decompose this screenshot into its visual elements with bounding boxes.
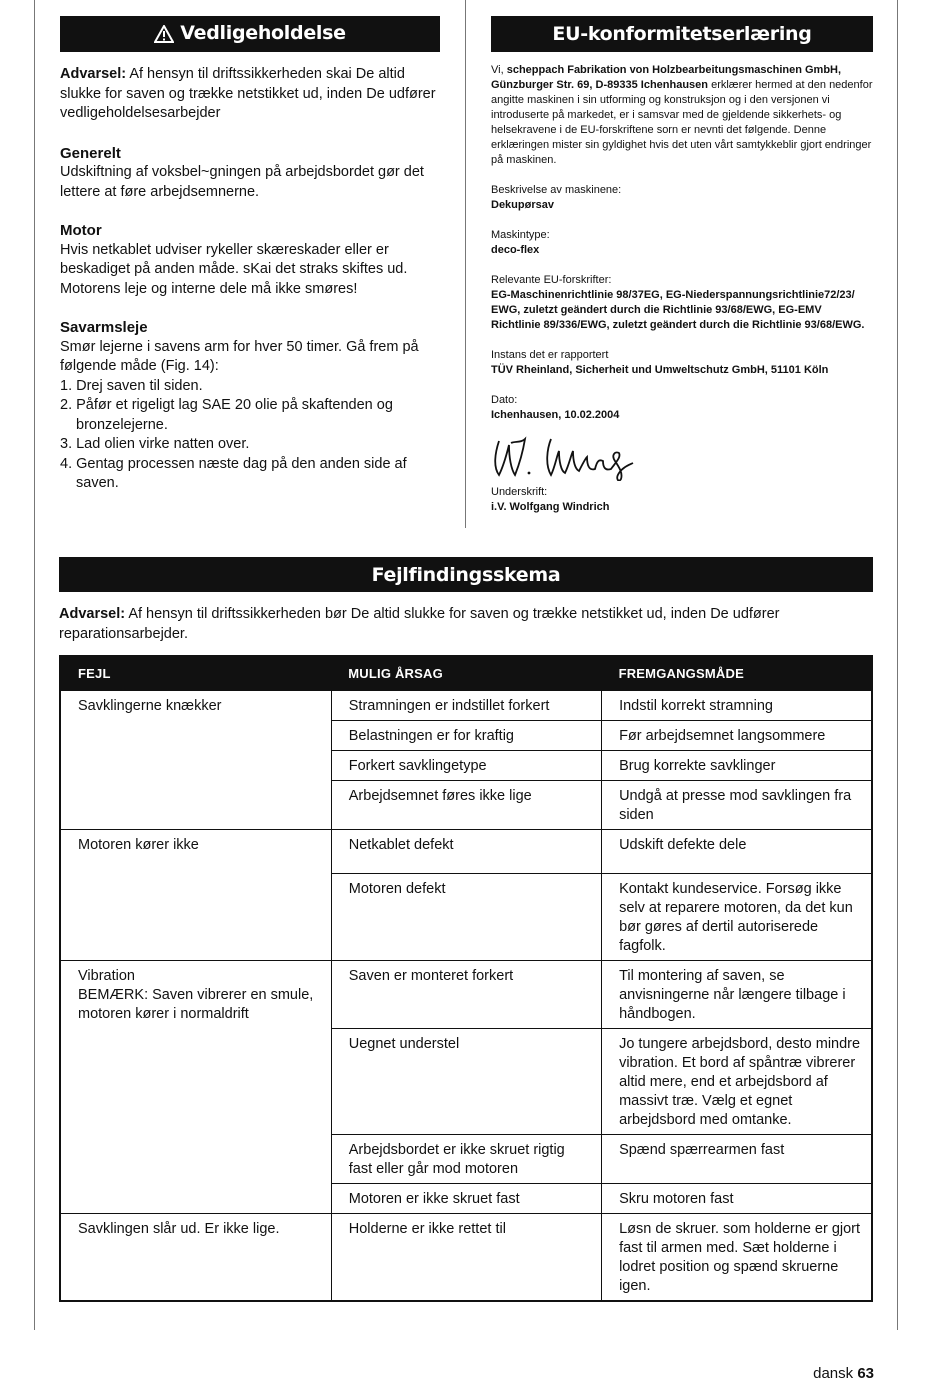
troubleshooting-warning-text: Af hensyn til driftssikkerheden bør De altid slukke for saven og trække netstikket ud, inden De udfører reparationsarbejder. xyxy=(59,606,780,642)
procedure-cell: Brug korrekte savklinger xyxy=(602,751,872,781)
procedure-cell: Spænd spærrearmen fast xyxy=(602,1135,872,1184)
cause-cell: Holderne er ikke rettet til xyxy=(331,1214,601,1302)
fault-cell: Savklingen slår ud. Er ikke lige. xyxy=(60,1214,331,1302)
fault-note: BEMÆRK: Saven vibrerer en smule, motoren kører i normaldrift xyxy=(78,987,314,1022)
maintenance-title-bar xyxy=(60,16,440,52)
eu-inst-label: Instans det er rapportert xyxy=(491,349,609,361)
eu-regs-label: Relevante EU-forskrifter: xyxy=(491,274,612,286)
fault-cell: Motoren kører ikke xyxy=(60,830,331,961)
procedure-cell: Skru motoren fast xyxy=(602,1184,872,1214)
cause-cell: Stramningen er indstillet forkert xyxy=(331,691,601,721)
procedure-cell: Til montering af saven, se anvisningerne når længere tilbage i håndbogen. xyxy=(602,961,872,1029)
eu-desc-label: Beskrivelse av maskinene: xyxy=(491,184,622,196)
step-item: 1. Drej saven til siden. xyxy=(60,377,203,394)
procedure-cell: Undgå at presse mod savklingen fra siden xyxy=(602,781,872,830)
cause-cell: Motoren er ikke skruet fast xyxy=(331,1184,601,1214)
procedure-cell: Kontakt kundeservice. Forsøg ikke selv at reparere motoren, da det kun bør gøres af dertil autoriserede fagfolk. xyxy=(602,874,872,961)
maintenance-title: Vedligeholdelse xyxy=(180,22,346,45)
eu-date-value: Ichenhausen, 10.02.2004 xyxy=(491,409,620,421)
eu-type-value: deco-flex xyxy=(491,244,540,256)
cause-cell: Uegnet understel xyxy=(331,1029,601,1135)
cause-cell: Arbejdsbordet er ikke skruet rigtig fast eller går mod motoren xyxy=(331,1135,601,1184)
motor-heading: Motor xyxy=(60,222,102,239)
troubleshooting-warning-label: Advarsel: xyxy=(59,606,126,622)
eu-sign-label: Underskrift: xyxy=(491,486,548,498)
table-row xyxy=(60,1214,872,1302)
generelt-text: Udskiftning af voksbel~gningen på arbejdsbordet gør det lettere at føre arbejdsemnerne. xyxy=(60,164,424,200)
eu-title-bar xyxy=(491,16,873,52)
warning-icon xyxy=(154,25,174,43)
procedure-cell: Før arbejdsemnet langsommere xyxy=(602,721,872,751)
eu-intro-rest: erklærer hermed at den nedenfor angitte maskinen i sin utforming og konstruksjon og i den versjonen vi introduserte på markedet, er i samsvar med de gjeldende sikkerhets- og helsekravene i de EU-forskriftene sorn er nevnti det følgende. Denne erklæringen mister sin gyldighet hvis det uten vårt samtykkeblir gjort endringer på maskinen. xyxy=(491,79,873,166)
eu-intro xyxy=(491,63,873,168)
cause-cell: Belastningen er for kraftig xyxy=(331,721,601,751)
eu-intro-prefix: Vi, xyxy=(491,64,507,76)
cause-cell: Saven er monteret forkert xyxy=(331,961,601,1029)
troubleshooting-title-bar xyxy=(59,557,873,592)
step-item: 4. Gentag processen næste dag på den anden side af saven. xyxy=(60,455,407,491)
cause-cell: Forkert savklingetype xyxy=(331,751,601,781)
procedure-cell: Indstil korrekt stramning xyxy=(602,691,872,721)
eu-regs-value: EG-Maschinenrichtlinie 98/37EG, EG-Niederspannungsrichtlinie72/23/ EWG, zuletzt geändert durch die Richtlinie 93/68/EWG, EG-EMV Richtlinie 89/336/EWG, zuletzt geändert durch die Richtlinie 93/68/EWG. xyxy=(491,289,865,331)
eu-date-label: Dato: xyxy=(491,394,518,406)
troubleshooting-table xyxy=(59,655,873,1302)
right-margin-rule xyxy=(897,0,898,1330)
header-fault: FEJL xyxy=(60,656,331,691)
signature-image xyxy=(491,431,641,481)
eu-inst-value: TÜV Rheinland, Sicherheit und Umweltschutz GmbH, 51101 Köln xyxy=(491,364,829,376)
maintenance-warning-text: Af hensyn til driftssikkerheden skai De altid slukke for saven og trække netstikket ud, inden De udfører vedligeholdelsesarbejder xyxy=(60,66,436,121)
column-divider-rule xyxy=(465,0,466,528)
eu-declaration-section xyxy=(491,16,873,515)
maintenance-section xyxy=(60,16,440,494)
fault-cell: Savklingerne knækker xyxy=(60,691,331,830)
savarm-steps xyxy=(60,377,440,494)
left-margin-rule xyxy=(34,0,35,1330)
header-cause: MULIG ÅRSAG xyxy=(331,656,601,691)
eu-title: EU-konformitetserlæring xyxy=(552,22,812,45)
eu-sign-value: i.V. Wolfgang Windrich xyxy=(491,501,610,513)
page-footer xyxy=(813,1365,874,1382)
table-row xyxy=(60,961,872,1029)
procedure-cell: Jo tungere arbejdsbord, desto mindre vibration. Et bord af spåntræ vibrerer altid mere, end et arbejdsbord af massivt træ. Vælg et egnet arbejdsbord med omtanke. xyxy=(602,1029,872,1135)
savarm-heading: Savarmsleje xyxy=(60,319,148,336)
procedure-cell: Løsn de skruer. som holderne er gjort fast til armen med. Sæt holderne i lodret position og spænd skruerne igen. xyxy=(602,1214,872,1302)
maintenance-warning-label: Advarsel: xyxy=(60,66,127,82)
troubleshooting-title: Fejlfindingsskema xyxy=(371,563,561,586)
footer-language: dansk xyxy=(813,1365,854,1382)
eu-intro-company: scheppach Fabrikation von Holzbearbeitungsmaschinen GmbH, Günzburger Str. 69, D-89335 Ichenhausen xyxy=(491,64,842,91)
step-item: 2. Påfør et rigeligt lag SAE 20 olie på skaftenden og bronzelejerne. xyxy=(60,397,393,433)
eu-type-label: Maskintype: xyxy=(491,229,550,241)
table-row xyxy=(60,691,872,721)
procedure-cell: Udskift defekte dele xyxy=(602,830,872,874)
motor-text-2: Motorens leje og interne dele må ikke smøres! xyxy=(60,280,358,297)
troubleshooting-section xyxy=(59,557,873,1302)
page-number: 63 xyxy=(857,1365,874,1382)
table-header-row xyxy=(60,656,872,691)
cause-cell: Arbejdsemnet føres ikke lige xyxy=(331,781,601,830)
header-procedure: FREMGANGSMÅDE xyxy=(602,656,872,691)
cause-cell: Netkablet defekt xyxy=(331,830,601,874)
maintenance-warning xyxy=(60,65,440,124)
motor-text: Hvis netkablet udviser rykeller skæreskader eller er beskadiget på anden måde. sKai det straks skiftes ud. xyxy=(60,241,408,277)
eu-desc-value: Dekupørsav xyxy=(491,199,554,211)
savarm-text: Smør lejerne i savens arm for hver 50 timer. Gå frem på følgende måde (Fig. 14): xyxy=(60,338,419,374)
table-row xyxy=(60,830,872,874)
fault-line: Vibration xyxy=(78,968,135,984)
cause-cell: Motoren defekt xyxy=(331,874,601,961)
troubleshooting-warning xyxy=(59,605,873,644)
step-item: 3. Lad olien virke natten over. xyxy=(60,436,250,452)
fault-cell xyxy=(60,961,331,1214)
generelt-heading: Generelt xyxy=(60,144,121,162)
